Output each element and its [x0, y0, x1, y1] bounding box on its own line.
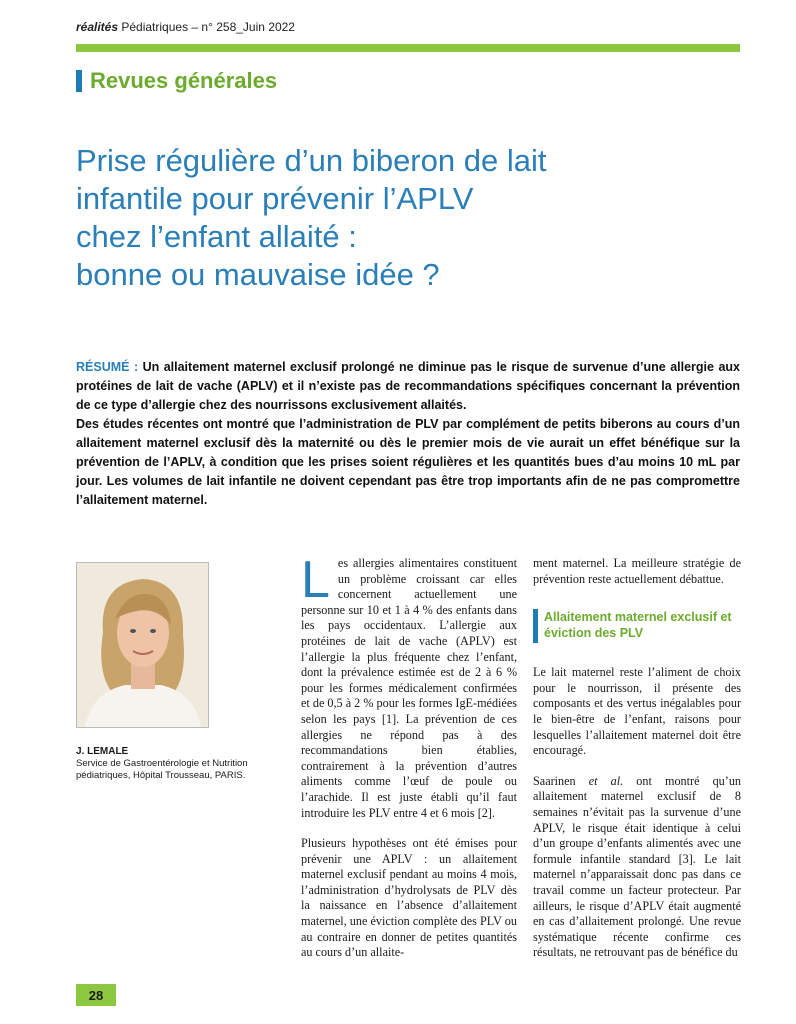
- article-title: [76, 142, 736, 294]
- abstract-paragraph-2: Des études récentes ont montré que l’administration de PLV par complément de petits biberons au cours d’un allaitement maternel exclusif dès la maternité ou dès le premier mois de vie aurait un effet bénéfique sur la prévention de l’APLV, à condition que les prises soient régulières et les quantités bues d’au moins 10 mL par jour. Les volumes de lait infantile ne doivent cependant pas être trop importants afin de ne pas compromettre l’allaitement maternel.: [76, 417, 740, 507]
- abstract: [76, 358, 740, 510]
- subheading: [533, 609, 741, 643]
- body-column-right: [533, 556, 741, 961]
- body-paragraph-4: Le lait maternel reste l’aliment de choix pour le nourrisson, il présente des composants et des vertus inégalables pour le bien-être de l’enfant, raisons pour lesquelles l’allaitement maternel doit être encouragé.: [533, 665, 741, 758]
- page-number: 28: [76, 984, 116, 1006]
- abstract-paragraph-1: Un allaitement maternel exclusif prolongé ne diminue pas le risque de survenue d’une allergie aux protéines de lait de vache (APLV) et il n’existe pas de recommandations spécifiques concernant la prévention de ce type d’allergie chez des nourrissons exclusivement allaités.: [76, 360, 740, 412]
- subheading-bar: [533, 609, 538, 643]
- title-line: bonne ou mauvaise idée ?: [76, 257, 440, 292]
- journal-name: réalités: [76, 20, 119, 34]
- subheading-text: Allaitement maternel exclusif et éviction des PLV: [544, 610, 732, 641]
- body-column-middle: [301, 551, 517, 961]
- drop-cap: L: [301, 551, 330, 609]
- body-paragraph-3: ment maternel. La meilleure stratégie de prévention reste actuellement débattue.: [533, 556, 741, 586]
- author-name: J. LEMALE: [76, 746, 129, 757]
- author-block: [76, 746, 276, 782]
- author-affiliation: Service de Gastroentérologie et Nutrition pédiatriques, Hôpital Trousseau, PARIS.: [76, 758, 248, 781]
- running-header: [76, 20, 295, 34]
- header-rule: [76, 44, 740, 52]
- title-line: infantile pour prévenir l’APLV: [76, 181, 474, 216]
- body-paragraph-5: Saarinen et al. ont montré qu’un allaitement maternel exclusif de 8 semaines n’évitait pas la survenue d’une APLV, le risque était identique à celui d’un groupe d’enfants alimentés avec une formule infantile standard [3]. Le lait maternel n’apparaissait donc pas dans ce travail comme un facteur protecteur. Par ailleurs, le risque d’APLV était augmenté en cas d’allaitement prolongé. Une revue systématique récente confirme ces résultats, ne retrouvant pas de bénéfice du: [533, 773, 742, 960]
- author-photo: [76, 562, 209, 728]
- section-bar: [76, 70, 82, 92]
- section-label: [76, 68, 277, 94]
- body-paragraph-2: Plusieurs hypothèses ont été émises pour prévenir une APLV : un allaitement maternel exclusif pendant au moins 4 mois, l’administration d’hydrolysats de PLV dès la naissance en l’absence d’allaitement maternel, une éviction complète des PLV ou au contraire en donner de petites quantités au cours d’un allaite-: [301, 836, 517, 960]
- abstract-lead: RÉSUMÉ :: [76, 360, 143, 374]
- body-paragraph-1: es allergies alimentaires constituent un problème croissant car elles concernent actuellement une personne sur 10 et 1 à 4 % des enfants dans les pays occidentaux. L’allergie aux protéines de lait de vache (APLV) est l’allergie la plus fréquente chez l’enfant, dont la prévalence estimée est de 2 à 6 % pour les formes médicalement confirmées et de 0,5 à 2 % pour les formes IgE-médiées selon les pays [1]. La prévention de ces allergies ne répond pas à des recommandations bien établies, contrairement à la prévention d’autres aliments comme l’œuf de poule ou l’arachide. Il est juste établi qu’il faut introduire les PLV entre 4 et 6 mois [2].: [301, 556, 517, 820]
- title-line: Prise régulière d’un biberon de lait: [76, 143, 547, 178]
- section-label-text: Revues générales: [90, 68, 278, 93]
- title-line: chez l’enfant allaité :: [76, 219, 357, 254]
- journal-issue: Pédiatriques – n° 258_Juin 2022: [118, 20, 295, 34]
